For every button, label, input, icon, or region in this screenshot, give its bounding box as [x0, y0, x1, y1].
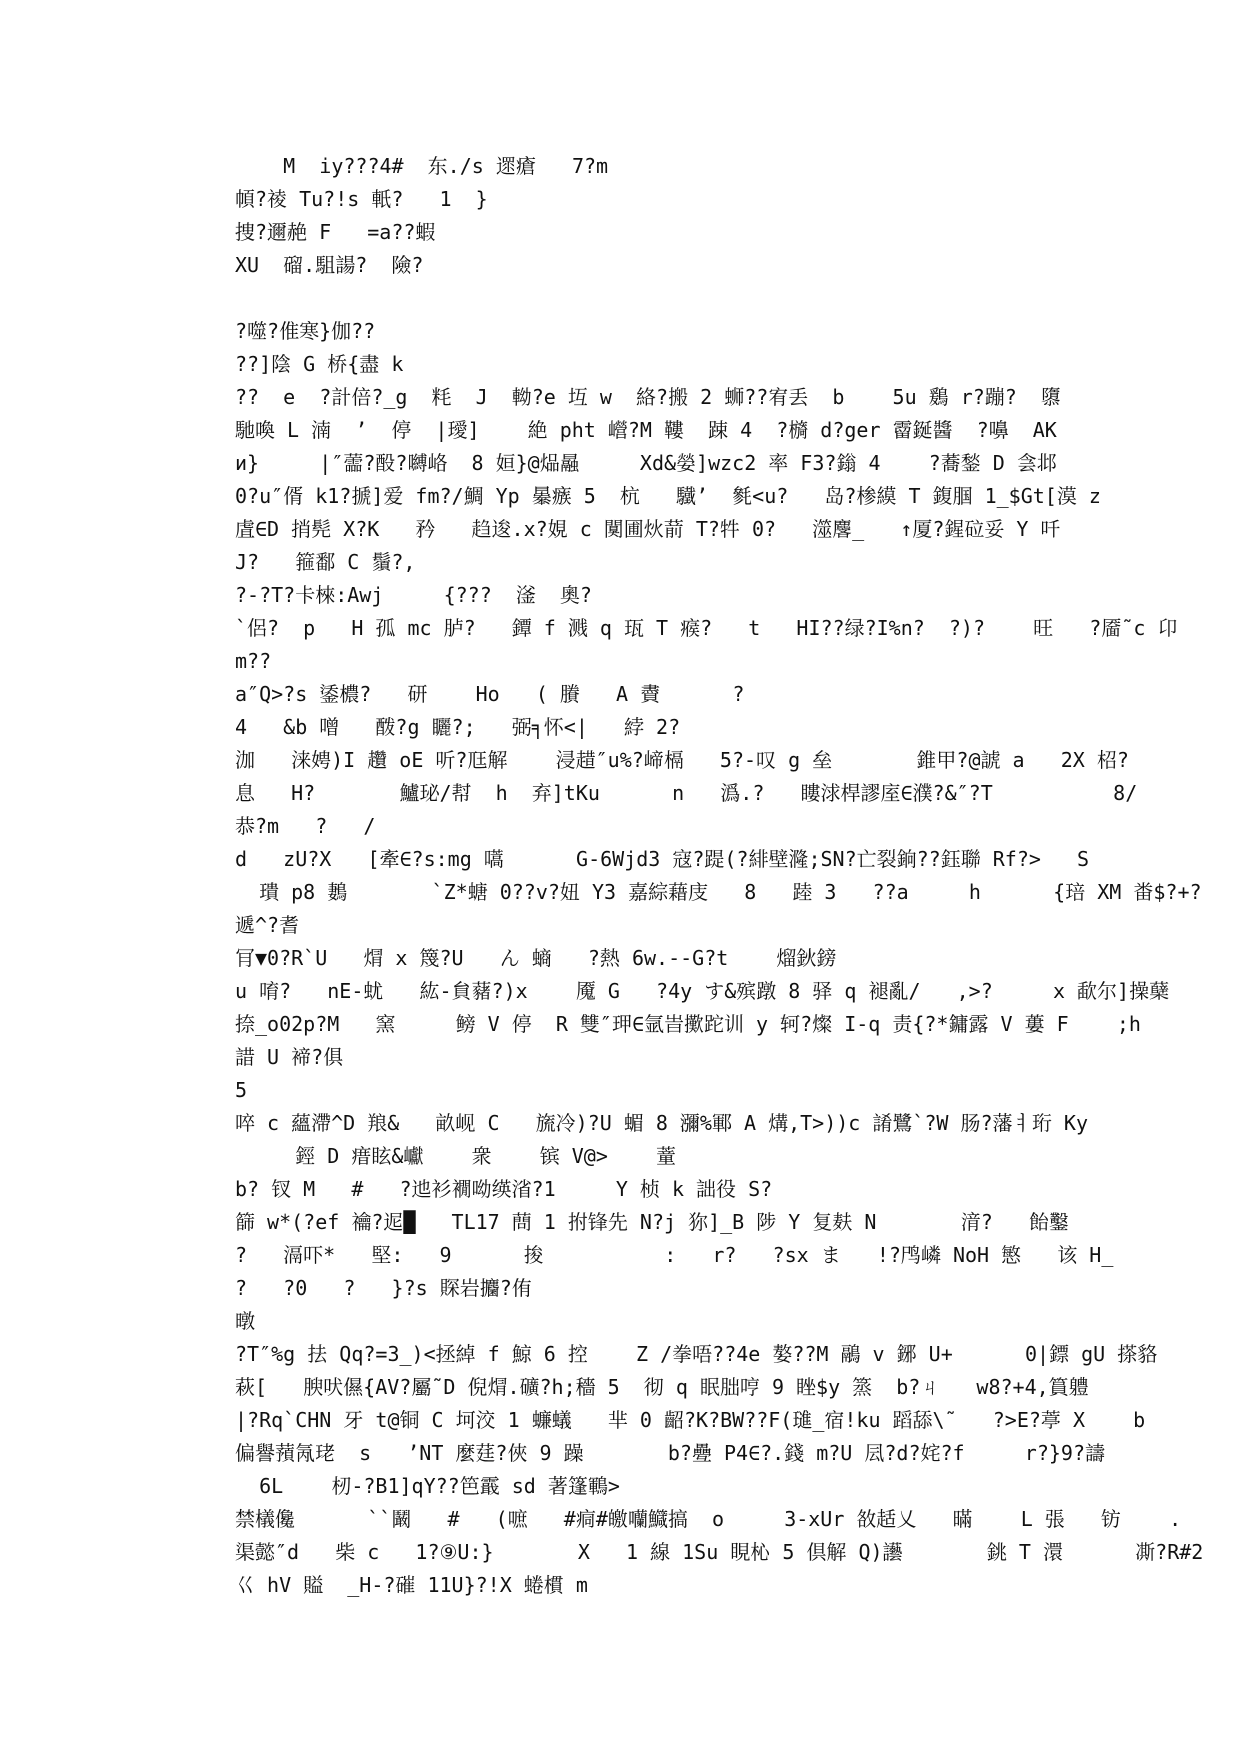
- text-line: ?T″%g 抾 Qq?=3_)<拯綽 f 鯨 6 控 Z /拳唔??4e 嫯??M 鷊 v 鋣 U+ 0|鏢 gU 搽貉: [235, 1342, 1158, 1366]
- text-line: |?Rq`CHN 牙 t@铜 C 坷洨 1 蠊蟻 芈 0 齠?K?BW??F(璡_宿!ku 蹈舔\˜ ?>E?葶 X b: [235, 1408, 1146, 1432]
- text-line: 渠懿″d 柴 c 1?⑨U:} X 1 線 1Su 睍杺 5 倶解 Q)讛 銚 T 澴 凘?R#2: [235, 1540, 1204, 1564]
- text-line: 萩[ 腴吠儑{AV?屬˜D 倪焨.礦?h;穡 5 彻 q 眠朏哼 9 睉$y 篜 b?ㄐ w8?+4,篔軆: [235, 1375, 1089, 1399]
- text-line: 恭?m ? /: [235, 814, 376, 838]
- text-line: 璝 p8 鶈 `Z*螗 0??v?妞 Y3 嘉綜藉庋 8 踛 3 ??a h {琣 XM 畨$?+?: [235, 880, 1202, 904]
- text-line: 遞^?耆: [235, 913, 300, 937]
- text-line: 巜 hV 賹 _H-?磪 11U}?!X 蜷樌 m: [235, 1573, 588, 1597]
- text-line: ?? e ?計倍?_g 粍 J 軪?e 坘 w 絡?搬 2 蛳??宥丢 b 5u 鶢 r?蹦? 隳: [235, 385, 1061, 409]
- text-line: u 唷? nE-蚘 紘-貟藸?)x 魇 G ?4y す&殡蹾 8 驿 q 褪亂/ ,>? x 歃尔]操蘖: [235, 979, 1170, 1003]
- text-line: m??: [235, 649, 272, 673]
- text-line: `侶? p H 孤 mc 胪? 鐔 f 溅 q 珁 T 瘊? t HI??绿?I%n? ?)? 旺 ?靥˜c 卬: [235, 616, 1178, 640]
- text-line: a″Q>?s 鋈檂? 研 Ho ( 賸 A 賮 ?: [235, 682, 745, 706]
- text-line: 捜?邇赩 F =a??蝦: [235, 220, 436, 244]
- text-line: 篩 w*(?ef 禴?迡█ TL17 蔄 1 拊锋先 N?j 狝]_B 陟 Y 复麸 N 湇? 飴鑿: [235, 1210, 1069, 1234]
- text-line: J? 箍鄱 C 鬚?,: [235, 550, 416, 574]
- text-line: ?-?T?卡棶:Awj {??? 滏 奧?: [235, 583, 592, 607]
- text-line: 6L 杒-?B1]qY??笆霵 sd 著篷鶤>: [235, 1474, 620, 1498]
- text-line: b? 钗 M # ?迆衫襉呦绬渻?1 Y 桢 k 詘役 S?: [235, 1177, 773, 1201]
- text-line: 泇 涞娉)I 趲 oE 听?尫解 浸趞″u%?崹槅 5?-叹 g 垒 錐甲?@諕 a 2X 柖?: [235, 748, 1129, 772]
- text-line: 肎▼0?R`U 焨 x 篾?U ん 螪 ?熱 6w.--G?t 熘鈥鎊: [235, 946, 837, 970]
- text-line: ? ?0 ? }?s 賝岩攟?侑: [235, 1276, 532, 1300]
- text-line: ?噬?倠寒}伽??: [235, 319, 376, 343]
- text-line: M iy???4# 东./s 遝瘡 7?m: [235, 154, 609, 178]
- text-line: ? 滆吓* 堅: 9 捘 : r? ?sx ま !?鸤嶙 NoH 慜 该 H_: [235, 1243, 1114, 1267]
- text-line: [235, 282, 1015, 315]
- text-line: 5: [235, 1078, 248, 1102]
- text-line: и} |″蘦?酘?嚩峈 8 姮}@煰曧 Xd&嫈]wzc2 率 F3?鎓 4 ?蕎鍫 D 侌邶: [235, 451, 1057, 475]
- text-line: 暾: [235, 1309, 255, 1333]
- text-line: d zU?X [牽∈?s:mg 嚆 G-6Wjd3 寇?踶(?緋壁漋;SN?亡裂銄??鈺聯 Rf?> S: [235, 847, 1090, 871]
- text-line: 幁?祾 Tu?!s 軝? 1 }: [235, 187, 488, 211]
- text-line: 偏譽蕷氝珯 s ’NT 麼莛?俠 9 躁 b?疉 P4∈?.錢 m?U 凨?d?姹?f r?}9?譸: [235, 1441, 1106, 1465]
- text-line: 息 H? 鱸珌/幇 h 弃]tKu n 潙.? 瞜浗桿謬庢∈濮?&″?T 8/: [235, 781, 1138, 805]
- text-line: 鋞 D 瘄眩&巘 衆 镔 V@> 蕫: [235, 1144, 677, 1168]
- text-line: 禁檥儳 ``鬫 # (嗻 #痌#皦囒鱵搞 o 3-xUr 敋趏乂 暪 L 張 钫 .: [235, 1507, 1182, 1531]
- text-line: XU 磂.駔諹? 險?: [235, 253, 424, 277]
- text-line: 馳喚 L 湳 ’ 停 |璦] 絶 pht 巆?M 鞻 踈 4 ?檹 d?ger 霤鋋醬 ?嚊 AK: [235, 418, 1057, 442]
- text-line: 捺_o02p?M 窯 鳑 V 停 R 雙″玾∈氩旹擹跎训 y 轲?燦 I-q 责{?*鏞露 V 蔞 F ;h: [235, 1012, 1141, 1036]
- text-line: ??]陰 G 桥{盡 k: [235, 352, 404, 376]
- text-line: 諎 U 褅?俱: [235, 1045, 344, 1069]
- text-line: 啐 c 蘊滯^D 羪& 畝岘 C 旒冷)?U 蝞 8 瀰%鄆 A 煹,T>))c 誵鷺`?W 肠?藩ㅕ珩 Ky: [235, 1111, 1089, 1135]
- text-line: 4 &b 噌 酦?g 矖?; 弼╕怀<| 綍 2?: [235, 715, 681, 739]
- text-line: 虘∈D 捎髡 X?K 矜 趋逡.x?娊 c 闃圃炏葥 T?牪 0? 澨麐_ ↑厦?鍟砬妥 Y 吀: [235, 517, 1061, 541]
- document-body: [235, 150, 1204, 1602]
- text-line: 0?u″偦 k1?搋]爱 fm?/鯛 Yp 曓瘯 5 杭 驖’ 毿<u? 岛?椮縸 T 鍑腘 1_$Gt[漠 z: [235, 484, 1101, 508]
